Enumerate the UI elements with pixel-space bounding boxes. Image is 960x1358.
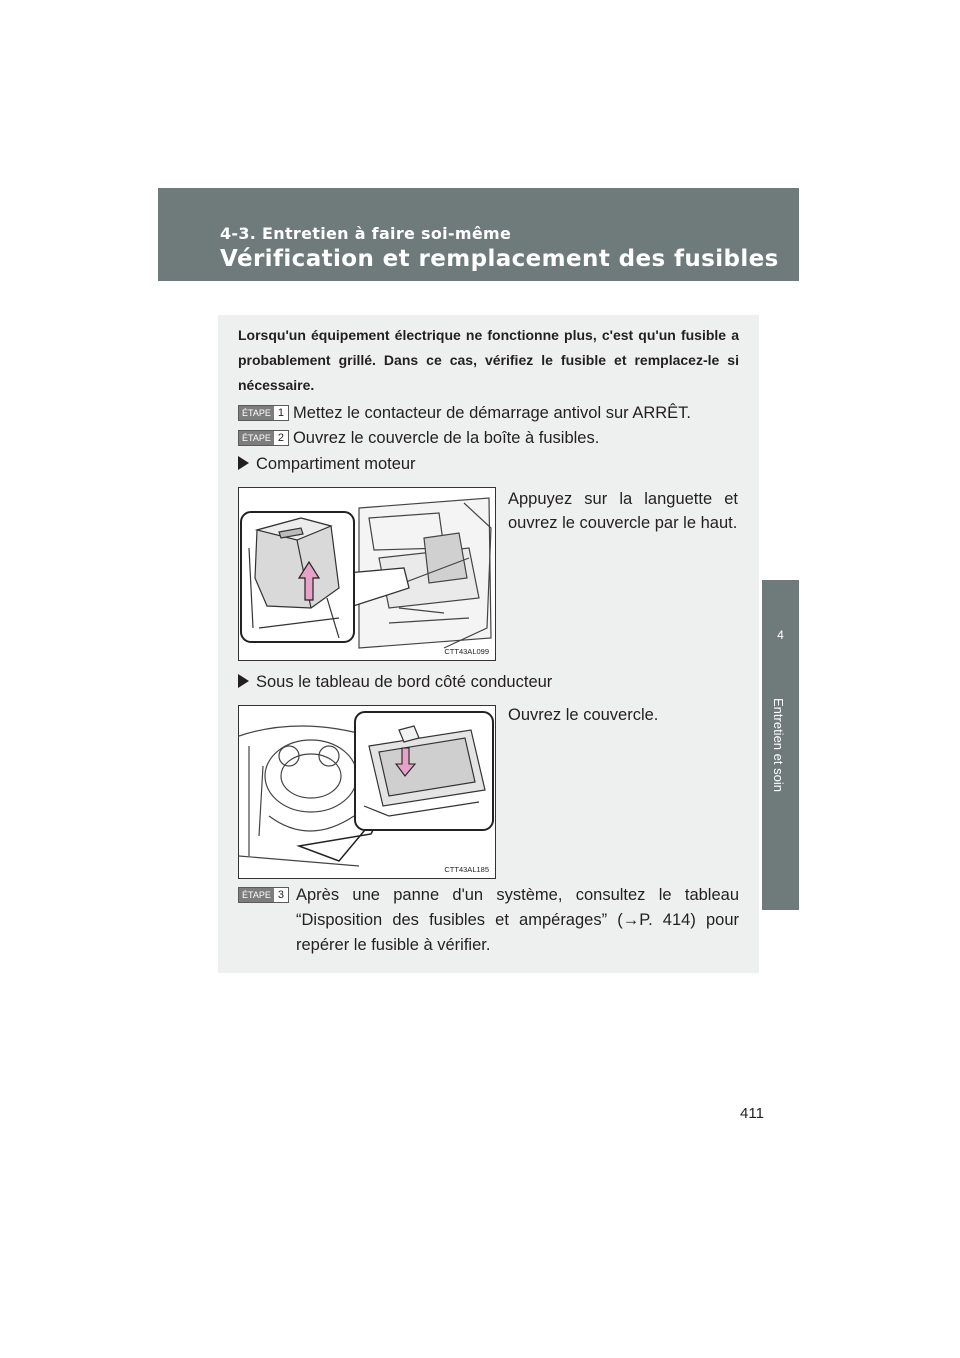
step-2 (238, 426, 739, 451)
page-title: Vérification et remplacement des fusibles (220, 246, 779, 272)
step-badge: ÉTAPE 2 (238, 430, 289, 446)
step-text: Mettez le contacteur de démarrage antivol sur ARRÊT. (292, 404, 691, 422)
arrow-right-icon (238, 674, 249, 688)
content-box (218, 315, 759, 973)
page-header (158, 188, 799, 281)
section-heading-engine: Compartiment moteur (238, 452, 416, 476)
step-1 (238, 401, 739, 426)
figure-code: CTT43AL099 (444, 647, 489, 656)
step-text: Ouvrez le couvercle de la boîte à fusibles. (292, 429, 600, 447)
figure-code: CTT43AL185 (444, 865, 489, 874)
step-3 (238, 883, 739, 958)
intro-text: Lorsqu'un équipement électrique ne fonctionne plus, c'est qu'un fusible a probablement grillé. Dans ce cas, vérifiez le fusible et remplacez-le si nécessaire. (238, 327, 739, 393)
section-label: 4-3. Entretien à faire soi-même (220, 224, 512, 243)
step-text: Après une panne d'un système, consultez le tableau “Disposition des fusibles et ampérages” (→P. 414) pour repérer le fusible à vérifier. (296, 886, 739, 954)
step-badge: ÉTAPE 3 (238, 887, 289, 903)
section-heading-dashboard: Sous le tableau de bord côté conducteur (238, 670, 552, 694)
step-badge: ÉTAPE 1 (238, 405, 289, 421)
engine-fusebox-figure (238, 487, 496, 661)
page-number: 411 (740, 1105, 764, 1122)
dashboard-caption: Ouvrez le couvercle. (508, 706, 659, 724)
arrow-right-icon (238, 456, 249, 470)
chapter-tab (762, 580, 799, 910)
dashboard-fusebox-figure (238, 705, 496, 879)
chapter-label: Entretien et soin (771, 698, 786, 792)
engine-caption: Appuyez sur la languette et ouvrez le couvercle par le haut. (508, 490, 738, 532)
chapter-number: 4 (777, 628, 784, 642)
